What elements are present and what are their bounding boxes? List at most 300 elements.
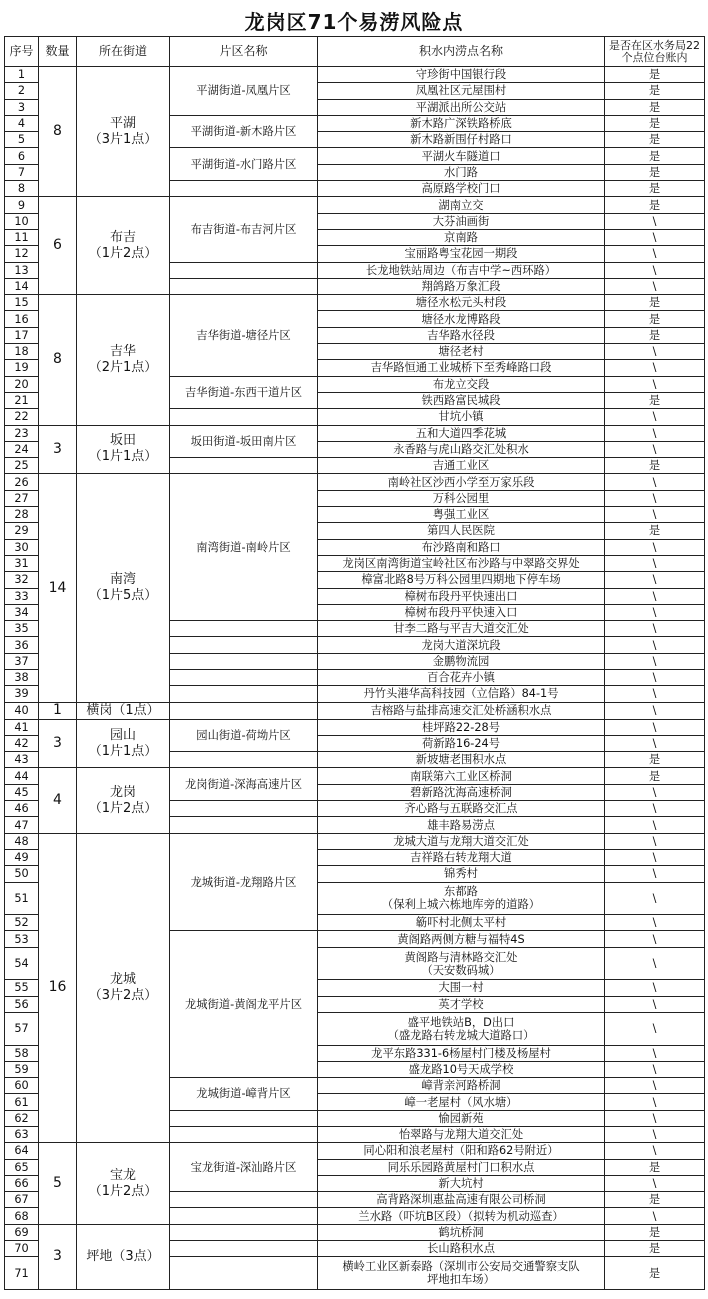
area-cell: 平湖街道-新木路片区 <box>170 115 318 148</box>
point-name-cell <box>318 555 605 571</box>
ledger-cell: \ <box>605 801 705 817</box>
point-name-cell <box>318 246 605 262</box>
point-name: 雄丰路易涝点 <box>427 818 495 832</box>
table-body <box>5 67 705 1290</box>
point-name: 锦秀村 <box>444 867 478 881</box>
ledger-cell: \ <box>605 1078 705 1094</box>
seq-cell: 63 <box>5 1127 39 1143</box>
table-row <box>5 1224 705 1240</box>
street-cell <box>77 833 170 1143</box>
point-name-cell <box>318 849 605 865</box>
point-name-cell <box>318 702 605 719</box>
count-cell: 14 <box>39 474 77 702</box>
point-name-cell <box>318 474 605 490</box>
count-cell: 16 <box>39 833 77 1143</box>
point-name-cell <box>318 376 605 392</box>
header-ledger: 是否在区水务局22个点位台账内 <box>605 37 705 67</box>
point-name: 铁西路富民城段 <box>421 394 501 408</box>
point-name-cell <box>318 67 605 83</box>
point-name: 翔鸽路万象汇段 <box>421 280 501 293</box>
ledger-cell: \ <box>605 947 705 980</box>
point-name-cell <box>318 295 605 311</box>
area-cell <box>170 1192 318 1208</box>
seq-cell: 9 <box>5 197 39 213</box>
area-cell <box>170 1127 318 1143</box>
point-name-cell <box>318 572 605 588</box>
point-name-cell <box>318 686 605 702</box>
point-name-cell <box>318 1159 605 1175</box>
point-name-cell <box>318 409 605 425</box>
table-header-row <box>5 37 705 67</box>
point-name: 横岭工业区新泰路（深圳市公安局交通警察支队 <box>342 1260 580 1274</box>
point-name: 齐心路与五联路交汇点 <box>404 802 518 816</box>
seq-cell: 23 <box>5 425 39 441</box>
area-cell: 龙城街道-龙翔路片区 <box>170 833 318 931</box>
point-name: 同心阳和浪老屋村（阳和路62号附近） <box>363 1144 559 1158</box>
seq-cell: 65 <box>5 1159 39 1175</box>
area-cell <box>170 752 318 768</box>
point-name: 吉榕路与盐排高速交汇处桥涵积水点 <box>370 704 552 718</box>
table-row <box>5 425 705 441</box>
ledger-cell: \ <box>605 1208 705 1224</box>
seq-cell: 35 <box>5 621 39 637</box>
street-cell <box>77 1224 170 1289</box>
seq-cell: 28 <box>5 507 39 523</box>
seq-cell: 71 <box>5 1257 39 1290</box>
street-cell <box>77 425 170 474</box>
ledger-cell: \ <box>605 702 705 719</box>
ledger-cell: 是 <box>605 67 705 83</box>
ledger-cell: 是 <box>605 99 705 115</box>
seq-cell: 48 <box>5 833 39 849</box>
ledger-cell: \ <box>605 719 705 735</box>
point-name-cell <box>318 1078 605 1094</box>
street-name: 布吉 <box>109 229 136 245</box>
ledger-cell: \ <box>605 735 705 751</box>
ledger-cell: 是 <box>605 768 705 784</box>
ledger-cell: 是 <box>605 752 705 768</box>
street-sub: （3片1点） <box>88 131 158 147</box>
ledger-cell: \ <box>605 915 705 931</box>
ledger-cell: 是 <box>605 1159 705 1175</box>
point-name-cell <box>318 115 605 131</box>
area-cell <box>170 1208 318 1224</box>
ledger-cell: \ <box>605 490 705 506</box>
point-name-line2: （盛龙路右转龙城大道路口） <box>387 1028 535 1042</box>
point-name: 万科公园里 <box>432 491 490 505</box>
ledger-cell: \ <box>605 1110 705 1126</box>
point-name: 金鹏物流园 <box>432 654 490 668</box>
point-name-cell <box>318 278 605 294</box>
ledger-cell: 是 <box>605 295 705 311</box>
street-name: 园山 <box>109 727 136 743</box>
point-name: 塘径水松元头村段 <box>415 296 507 310</box>
seq-cell: 2 <box>5 83 39 99</box>
street-cell <box>77 768 170 833</box>
point-name: 怡翠路与龙翔大道交汇处 <box>398 1128 524 1142</box>
point-name-cell <box>318 425 605 441</box>
table-row <box>5 833 705 849</box>
point-name: 湖南立交 <box>438 198 484 212</box>
point-name-cell <box>318 604 605 620</box>
point-name: 龙平东路331-6杨屋村门楼及杨屋村 <box>371 1046 551 1060</box>
point-name-cell <box>318 1061 605 1077</box>
point-name: 盛龙路10号天成学校 <box>408 1062 514 1076</box>
seq-cell: 27 <box>5 490 39 506</box>
ledger-cell: 是 <box>605 132 705 148</box>
area-cell <box>170 801 318 817</box>
ledger-cell: 是 <box>605 311 705 327</box>
point-name-cell <box>318 669 605 685</box>
point-name: 吉华路水径段 <box>427 328 495 342</box>
ledger-cell: \ <box>605 669 705 685</box>
count-cell: 5 <box>39 1143 77 1224</box>
point-name-cell <box>318 801 605 817</box>
seq-cell: 56 <box>5 996 39 1012</box>
point-name: 桂坪路22-28号 <box>421 720 500 734</box>
ledger-cell: \ <box>605 1045 705 1061</box>
seq-cell: 53 <box>5 931 39 947</box>
ledger-cell: 是 <box>605 148 705 164</box>
area-cell <box>170 653 318 669</box>
point-name: 百合花卉小镇 <box>427 671 495 685</box>
street-cell <box>77 1143 170 1224</box>
street-cell <box>77 702 170 719</box>
point-name-cell <box>318 1175 605 1191</box>
seq-cell: 11 <box>5 229 39 245</box>
header-area: 片区名称 <box>170 37 318 67</box>
ledger-cell: \ <box>605 360 705 376</box>
area-cell <box>170 686 318 702</box>
seq-cell: 32 <box>5 572 39 588</box>
point-name-cell <box>318 197 605 213</box>
street-cell <box>77 719 170 768</box>
ledger-cell: 是 <box>605 327 705 343</box>
ledger-cell: \ <box>605 572 705 588</box>
seq-cell: 19 <box>5 360 39 376</box>
ledger-cell: \ <box>605 539 705 555</box>
seq-cell: 37 <box>5 653 39 669</box>
ledger-cell: 是 <box>605 458 705 474</box>
count-cell: 3 <box>39 1224 77 1289</box>
point-name-cell <box>318 637 605 653</box>
point-name-cell <box>318 768 605 784</box>
header-seq: 序号 <box>5 37 39 67</box>
ledger-cell: 是 <box>605 1257 705 1290</box>
point-name: 愉园新苑 <box>438 1111 484 1125</box>
point-name: 新木路广深铁路桥底 <box>410 117 512 131</box>
ledger-cell: 是 <box>605 83 705 99</box>
street-name: 坪地（3点） <box>86 1248 160 1264</box>
point-name-line2: 坪地扣车场） <box>427 1273 495 1287</box>
seq-cell: 57 <box>5 1012 39 1045</box>
point-name-cell <box>318 181 605 197</box>
seq-cell: 6 <box>5 148 39 164</box>
point-name: 新坡塘老围积水点 <box>415 753 507 767</box>
table-row <box>5 1143 705 1159</box>
ledger-cell: 是 <box>605 115 705 131</box>
point-name: 高原路学校门口 <box>421 182 501 196</box>
point-name-cell <box>318 507 605 523</box>
point-name: 龙城大道与龙翔大道交汇处 <box>393 834 529 848</box>
ledger-cell: \ <box>605 866 705 882</box>
count-cell: 4 <box>39 768 77 833</box>
point-name-cell <box>318 996 605 1012</box>
ledger-cell: 是 <box>605 1224 705 1240</box>
point-name-cell <box>318 882 605 915</box>
point-name: 南联第六工业区桥洞 <box>410 769 512 783</box>
ledger-cell: \ <box>605 376 705 392</box>
seq-cell: 52 <box>5 915 39 931</box>
seq-cell: 17 <box>5 327 39 343</box>
point-name-cell <box>318 833 605 849</box>
seq-cell: 31 <box>5 555 39 571</box>
point-name-cell <box>318 311 605 327</box>
seq-cell: 1 <box>5 67 39 83</box>
point-name-cell <box>318 1094 605 1110</box>
seq-cell: 5 <box>5 132 39 148</box>
ledger-cell: \ <box>605 849 705 865</box>
seq-cell: 64 <box>5 1143 39 1159</box>
ledger-cell: \ <box>605 1143 705 1159</box>
seq-cell: 22 <box>5 409 39 425</box>
point-name: 京南路 <box>444 231 478 245</box>
seq-cell: 42 <box>5 735 39 751</box>
street-cell <box>77 295 170 425</box>
point-name: 新大坑村 <box>438 1177 484 1191</box>
seq-cell: 44 <box>5 768 39 784</box>
table-row <box>5 768 705 784</box>
street-name: 龙城 <box>109 971 136 987</box>
point-name: 长龙地铁站周边（布吉中学~西环路） <box>365 263 557 277</box>
point-name-cell <box>318 1045 605 1061</box>
seq-cell: 21 <box>5 392 39 408</box>
area-cell <box>170 621 318 637</box>
seq-cell: 4 <box>5 115 39 131</box>
area-cell: 吉华街道-东西干道片区 <box>170 376 318 409</box>
point-name: 荷新路16-24号 <box>421 737 500 751</box>
point-name-cell <box>318 1012 605 1045</box>
ledger-cell: 是 <box>605 523 705 539</box>
point-name: 丹竹头港华高科技园（立信路）84-1号 <box>363 687 559 701</box>
point-name-cell <box>318 441 605 457</box>
point-name: 吉祥路右转龙翔大道 <box>410 851 512 865</box>
ledger-cell: \ <box>605 817 705 833</box>
point-name-cell <box>318 1127 605 1143</box>
point-name-line2: （天安数码城） <box>421 963 501 977</box>
seq-cell: 10 <box>5 213 39 229</box>
area-cell <box>170 409 318 425</box>
table-row <box>5 719 705 735</box>
point-name-cell <box>318 866 605 882</box>
count-cell: 3 <box>39 425 77 474</box>
ledger-cell: \ <box>605 621 705 637</box>
point-name-cell <box>318 1110 605 1126</box>
point-name-cell <box>318 213 605 229</box>
ledger-cell: \ <box>605 686 705 702</box>
seq-cell: 30 <box>5 539 39 555</box>
street-name: 横岗（1点） <box>86 702 160 718</box>
seq-cell: 58 <box>5 1045 39 1061</box>
area-cell: 吉华街道-塘径片区 <box>170 295 318 376</box>
street-sub: （2片1点） <box>88 359 158 375</box>
seq-cell: 40 <box>5 702 39 719</box>
point-name-cell <box>318 164 605 180</box>
area-cell <box>170 1257 318 1290</box>
point-name: 塘径水龙博路段 <box>421 312 501 326</box>
point-name-cell <box>318 262 605 278</box>
point-name: 樟富北路8号万科公园里四期地下停车场 <box>361 573 561 587</box>
area-cell <box>170 278 318 294</box>
point-name: 兰水路（吓坑B区段）（拟转为机动巡查） <box>358 1209 564 1223</box>
area-cell <box>170 181 318 197</box>
seq-cell: 14 <box>5 278 39 294</box>
ledger-cell: \ <box>605 555 705 571</box>
ledger-cell: 是 <box>605 392 705 408</box>
ledger-cell: \ <box>605 931 705 947</box>
point-name: 永香路与虎山路交汇处积水 <box>393 442 529 456</box>
ledger-cell: \ <box>605 604 705 620</box>
point-name-cell <box>318 344 605 360</box>
ledger-cell: \ <box>605 882 705 915</box>
point-name: 水门路 <box>444 165 478 179</box>
seq-cell: 67 <box>5 1192 39 1208</box>
point-name-cell <box>318 1224 605 1240</box>
point-name-cell <box>318 1257 605 1290</box>
seq-cell: 68 <box>5 1208 39 1224</box>
street-name: 坂田 <box>109 433 136 449</box>
area-cell: 龙城街道-嶂背片区 <box>170 1078 318 1111</box>
area-cell: 园山街道-荷坳片区 <box>170 719 318 752</box>
seq-cell: 8 <box>5 181 39 197</box>
ledger-cell: \ <box>605 1175 705 1191</box>
seq-cell: 43 <box>5 752 39 768</box>
table-row <box>5 474 705 490</box>
table-row <box>5 295 705 311</box>
point-name-cell <box>318 132 605 148</box>
area-cell <box>170 262 318 278</box>
point-name: 嶂一老屋村（风水塘） <box>404 1095 518 1109</box>
count-cell: 3 <box>39 719 77 768</box>
ledger-cell: \ <box>605 1012 705 1045</box>
ledger-cell: \ <box>605 262 705 278</box>
ledger-cell: \ <box>605 474 705 490</box>
ledger-cell: \ <box>605 278 705 294</box>
point-name-line2: （保利上城六栋地库旁的道路） <box>381 898 541 912</box>
point-name: 平湖派出所公交站 <box>415 100 507 114</box>
ledger-cell: \ <box>605 1061 705 1077</box>
point-name-cell <box>318 458 605 474</box>
point-name-cell <box>318 784 605 800</box>
point-name: 五和大道四季花城 <box>415 426 507 440</box>
header-point: 积水内涝点名称 <box>318 37 605 67</box>
point-name-cell <box>318 327 605 343</box>
area-cell <box>170 669 318 685</box>
street-name: 宝龙 <box>109 1167 136 1183</box>
area-cell: 宝龙街道-深汕路片区 <box>170 1143 318 1192</box>
seq-cell: 62 <box>5 1110 39 1126</box>
point-name: 第四人民医院 <box>427 524 495 538</box>
point-name: 凤凰社区元屋围村 <box>415 84 507 98</box>
point-name-cell <box>318 947 605 980</box>
table-row <box>5 702 705 719</box>
count-cell: 8 <box>39 67 77 197</box>
seq-cell: 24 <box>5 441 39 457</box>
point-name-cell <box>318 980 605 996</box>
ledger-cell: 是 <box>605 164 705 180</box>
area-cell: 平湖街道-水门路片区 <box>170 148 318 181</box>
seq-cell: 3 <box>5 99 39 115</box>
point-name: 高背路深圳惠盐高速有限公司桥洞 <box>376 1193 546 1207</box>
point-name: 鹤坑桥洞 <box>438 1225 484 1239</box>
street-name: 平湖 <box>109 115 136 131</box>
point-name-cell <box>318 621 605 637</box>
street-sub: （1片1点） <box>88 449 158 465</box>
ledger-cell: \ <box>605 1127 705 1143</box>
area-cell <box>170 702 318 719</box>
point-name: 平湖火车隧道口 <box>421 149 501 163</box>
seq-cell: 49 <box>5 849 39 865</box>
point-name-cell <box>318 931 605 947</box>
point-name: 黄阁路两侧方糖与福特4S <box>397 932 525 946</box>
seq-cell: 25 <box>5 458 39 474</box>
point-name-cell <box>318 392 605 408</box>
point-name: 甘李二路与平吉大道交汇处 <box>393 622 529 636</box>
point-name: 大围一村 <box>438 981 484 995</box>
seq-cell: 61 <box>5 1094 39 1110</box>
street-cell <box>77 67 170 197</box>
ledger-cell: \ <box>605 588 705 604</box>
seq-cell: 66 <box>5 1175 39 1191</box>
point-name-cell <box>318 229 605 245</box>
seq-cell: 15 <box>5 295 39 311</box>
count-cell: 6 <box>39 197 77 295</box>
point-name-cell <box>318 523 605 539</box>
seq-cell: 45 <box>5 784 39 800</box>
point-name: 樟树布段丹平快速出口 <box>404 589 518 603</box>
point-name: 宝丽路粤宝花园一期段 <box>404 247 518 261</box>
point-name: 英才学校 <box>438 997 484 1011</box>
point-name-cell <box>318 1208 605 1224</box>
point-name: 盛平地铁站B，D出口 <box>407 1015 515 1029</box>
street-cell <box>77 474 170 702</box>
seq-cell: 13 <box>5 262 39 278</box>
ledger-cell: \ <box>605 784 705 800</box>
point-name-cell <box>318 653 605 669</box>
point-name-cell <box>318 735 605 751</box>
seq-cell: 54 <box>5 947 39 980</box>
seq-cell: 33 <box>5 588 39 604</box>
area-cell: 南湾街道-南岭片区 <box>170 474 318 621</box>
point-name-cell <box>318 1241 605 1257</box>
seq-cell: 41 <box>5 719 39 735</box>
area-cell <box>170 817 318 833</box>
point-name-cell <box>318 99 605 115</box>
point-name: 樟树布段丹平快速入口 <box>404 605 518 619</box>
point-name: 碧新路沈海高速桥洞 <box>410 785 512 799</box>
seq-cell: 70 <box>5 1241 39 1257</box>
point-name-cell <box>318 1143 605 1159</box>
point-name: 布龙立交段 <box>432 377 490 391</box>
area-cell: 坂田街道-坂田南片区 <box>170 425 318 458</box>
ledger-cell: \ <box>605 213 705 229</box>
seq-cell: 38 <box>5 669 39 685</box>
point-name: 吉华路恒通工业城桥下至秀峰路口段 <box>370 361 552 375</box>
point-name: 粤强工业区 <box>432 508 490 522</box>
point-name: 黄阁路与清林路交汇处 <box>404 950 518 964</box>
ledger-cell: \ <box>605 409 705 425</box>
ledger-cell: \ <box>605 833 705 849</box>
